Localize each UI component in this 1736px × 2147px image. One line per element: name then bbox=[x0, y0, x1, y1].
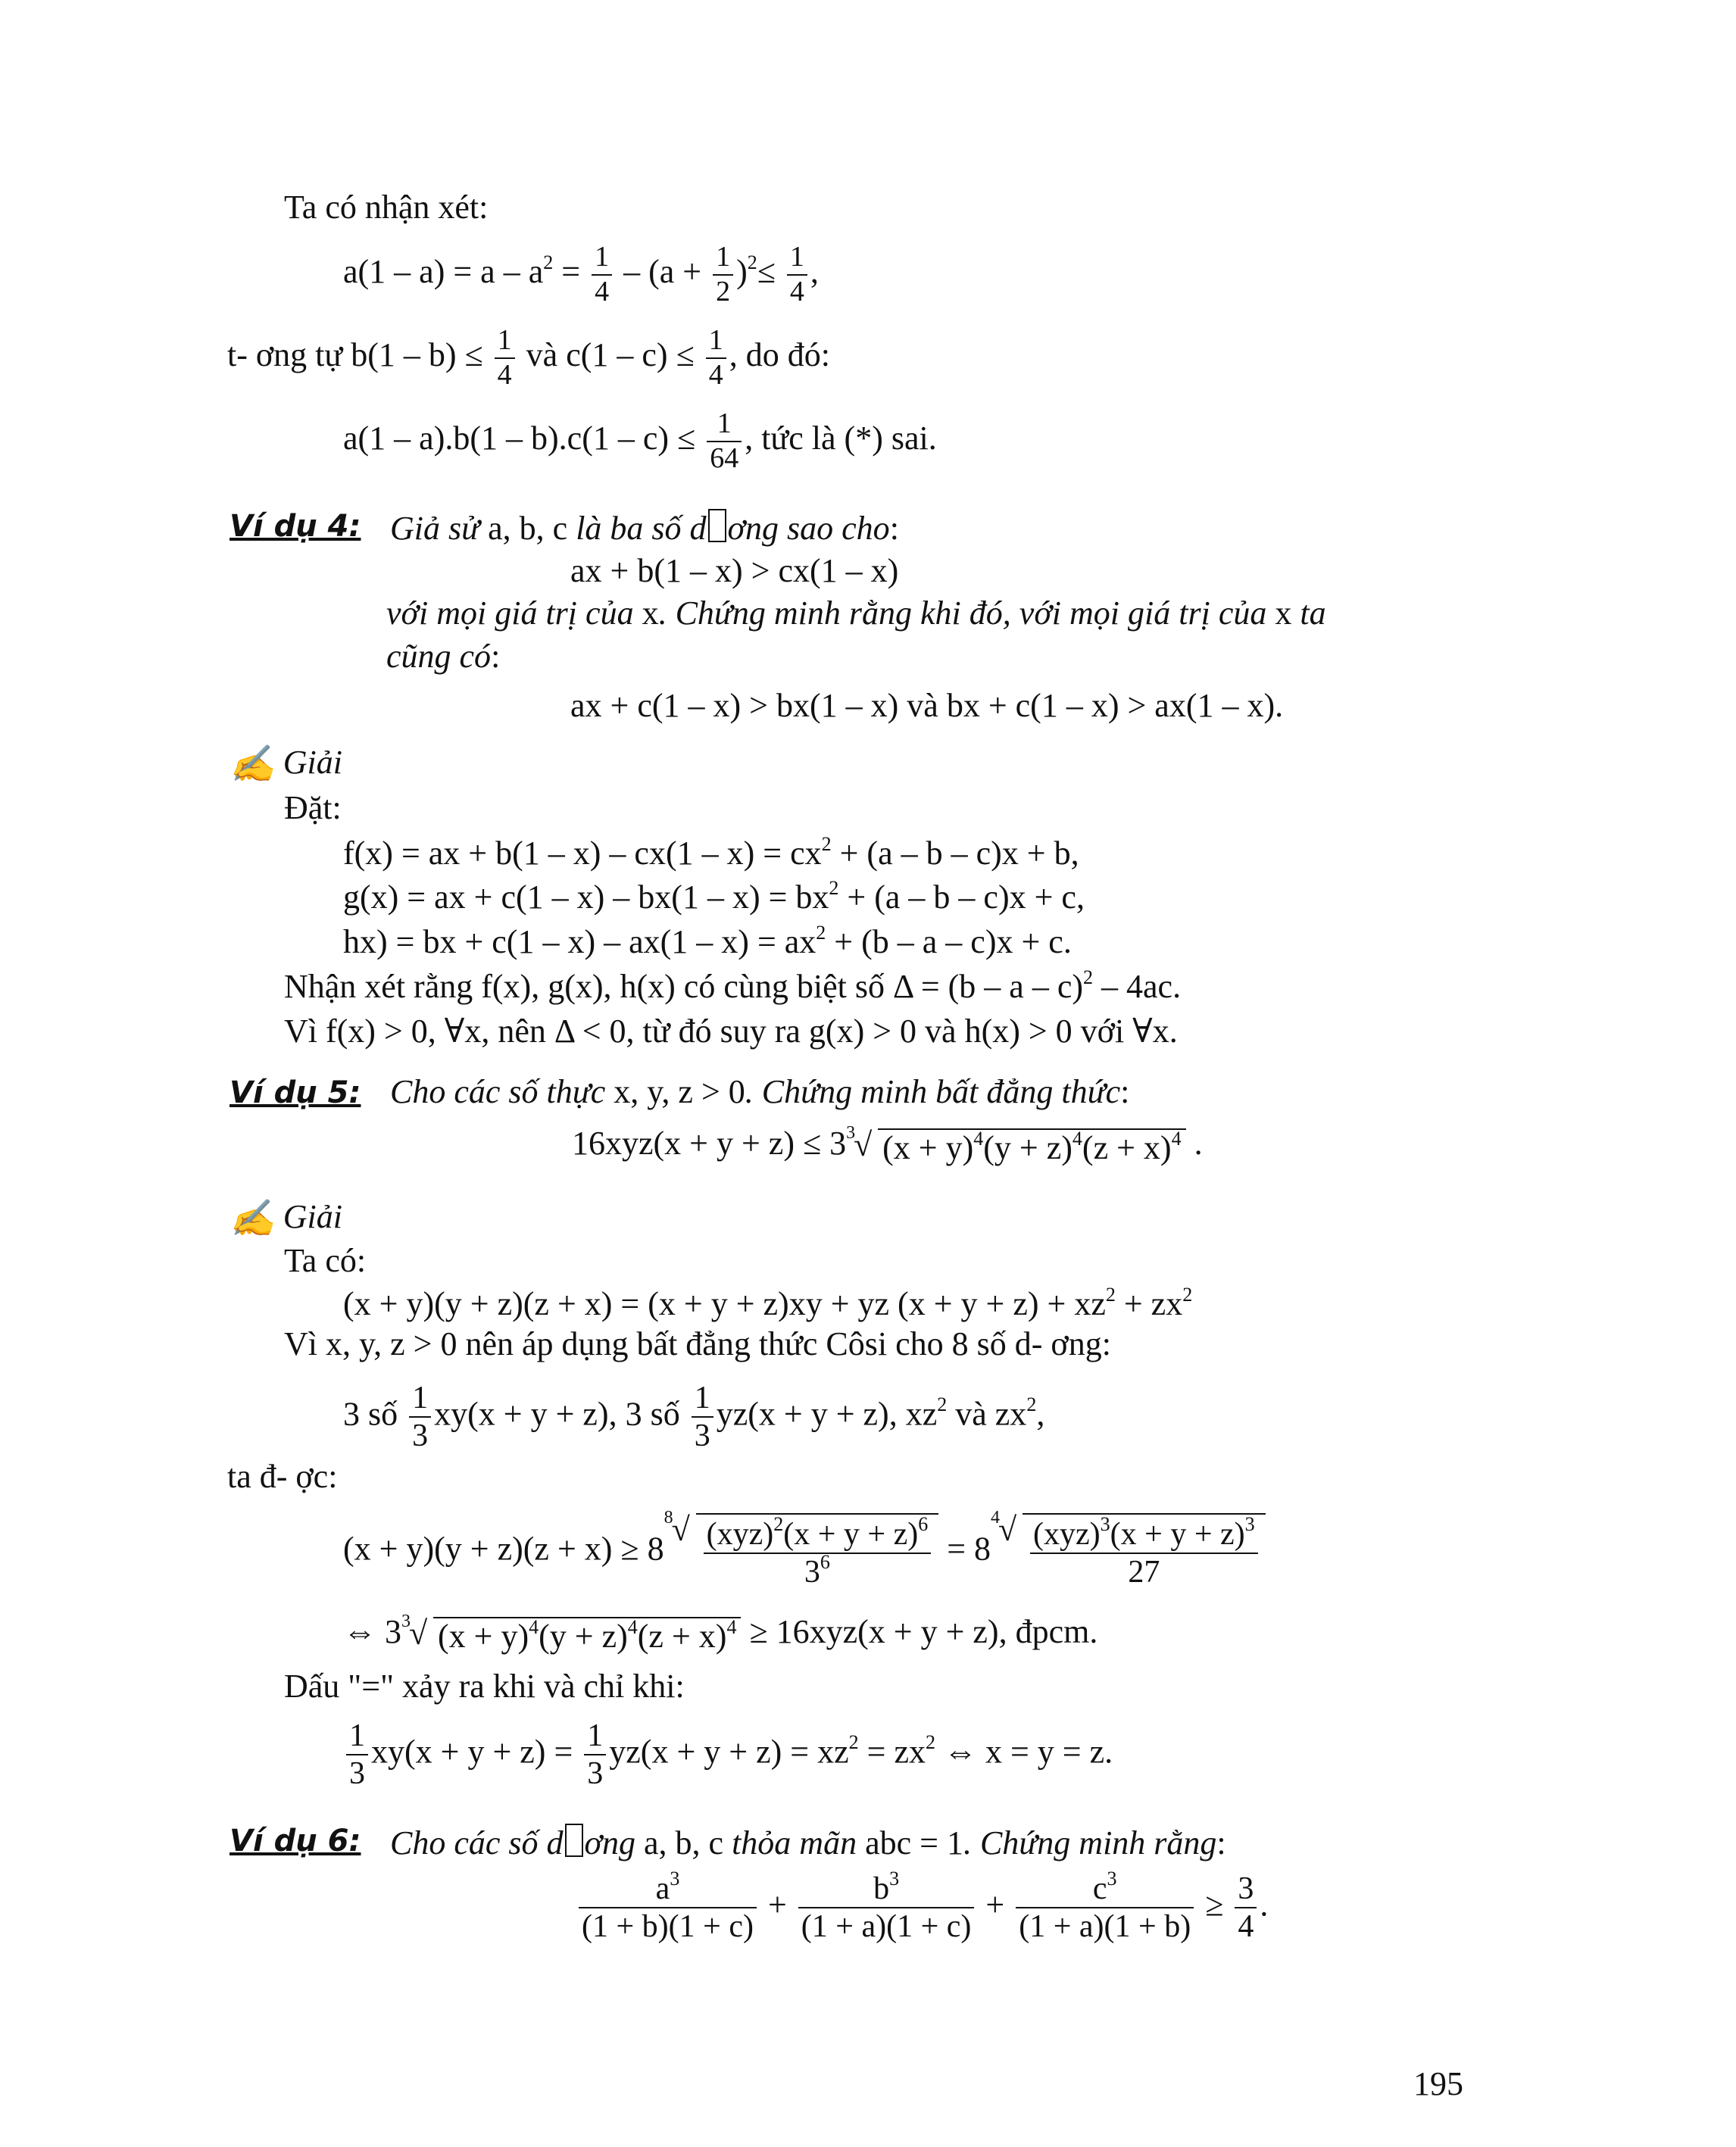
exponent: 2 bbox=[1182, 1284, 1193, 1306]
denominator: 3 bbox=[694, 1418, 710, 1454]
denominator: 3 bbox=[412, 1418, 429, 1454]
equation-line bbox=[343, 1508, 1266, 1591]
text: (z + x) bbox=[637, 1617, 727, 1655]
exponent: 3 bbox=[1107, 1868, 1117, 1890]
text: . Chứng minh rằng bbox=[963, 1824, 1217, 1861]
denominator bbox=[704, 1551, 932, 1590]
text: , bbox=[1036, 1395, 1045, 1433]
exponent: 2 bbox=[848, 1731, 859, 1754]
denominator: 2 bbox=[716, 275, 731, 307]
text: Ví dụ 6: bbox=[229, 1824, 361, 1858]
text: (x + y) bbox=[438, 1617, 529, 1655]
exponent: 2 bbox=[747, 251, 757, 273]
text: 3 bbox=[804, 1555, 820, 1590]
text-line bbox=[386, 594, 1326, 632]
text: (x + y + z) bbox=[1110, 1517, 1245, 1552]
numerator: 1 bbox=[713, 241, 733, 276]
text: (xyz) bbox=[706, 1517, 774, 1552]
text: Vì f(x) > 0, ∀x, nên Δ < 0, từ đó suy ra g(x) > 0 và h(x) > 0 với ∀x. bbox=[284, 1013, 1178, 1050]
numerator: 1 bbox=[706, 324, 726, 359]
text: x, y, z > 0 bbox=[614, 1073, 745, 1110]
text: x bbox=[642, 594, 659, 632]
exponent: 2 bbox=[543, 251, 554, 273]
cube-root bbox=[401, 1611, 741, 1655]
text: + zx bbox=[1115, 1285, 1183, 1322]
text: hx) = bx + c(1 – x) – ax(1 – x) = ax bbox=[343, 923, 816, 960]
equation-line bbox=[343, 1718, 1113, 1793]
text: a, b, c bbox=[644, 1824, 724, 1861]
numerator: 1 bbox=[409, 1380, 431, 1418]
text: là ba số d bbox=[567, 510, 707, 547]
text: + bbox=[985, 1886, 1005, 1924]
text: , 3 số bbox=[608, 1395, 688, 1433]
exponent: 3 bbox=[670, 1868, 680, 1890]
denominator: 3 bbox=[587, 1756, 604, 1792]
root-index: 4 bbox=[991, 1508, 1001, 1528]
cube-root bbox=[846, 1122, 1185, 1166]
text-line bbox=[227, 1460, 337, 1493]
fraction bbox=[495, 324, 515, 392]
text: , do đó: bbox=[729, 335, 830, 373]
example-heading bbox=[229, 1075, 361, 1109]
numerator: 1 bbox=[787, 241, 807, 276]
fraction bbox=[1235, 1871, 1257, 1946]
fraction bbox=[592, 241, 612, 308]
text: yz(x + y + z) = xz bbox=[609, 1733, 849, 1771]
text: , tức là (*) sai. bbox=[745, 419, 937, 457]
numerator: 1 bbox=[592, 241, 612, 276]
exponent: 2 bbox=[829, 877, 839, 899]
text: + (a – b – c)x + c, bbox=[838, 878, 1085, 916]
text-line bbox=[284, 966, 1182, 1005]
text: thỏa mãn bbox=[723, 1824, 866, 1861]
equation-line bbox=[343, 241, 819, 308]
text: ơng sao cho bbox=[727, 510, 890, 547]
root-index: 8 bbox=[663, 1508, 673, 1528]
text: Giả sử bbox=[390, 510, 489, 547]
text: ≥ bbox=[1205, 1886, 1224, 1924]
radical-icon: √ bbox=[671, 1511, 690, 1548]
text: – (a + bbox=[623, 252, 710, 290]
exponent: 2 bbox=[925, 1731, 935, 1754]
radicand bbox=[1023, 1513, 1266, 1591]
exponent: 4 bbox=[627, 1615, 638, 1638]
text: ⇔ x = y = z. bbox=[935, 1733, 1113, 1771]
text-line bbox=[284, 1325, 1111, 1362]
text: c bbox=[1092, 1871, 1107, 1906]
missing-glyph-icon bbox=[565, 1824, 583, 1857]
writing-hand-icon: ✍ bbox=[229, 744, 275, 785]
equation-line bbox=[576, 1868, 1269, 1946]
denominator: (1 + b)(1 + c) bbox=[582, 1909, 754, 1945]
text: (x + y) bbox=[882, 1128, 974, 1166]
text: (x + y)(y + z)(z + x) = (x + y + z)xy + yz (x + y + z) + xz bbox=[343, 1285, 1106, 1322]
text: ax + b(1 – x) > cx(1 – x) bbox=[570, 552, 899, 589]
text: t- ơng tự b(1 – b) ≤ bbox=[227, 335, 492, 373]
numerator: 1 bbox=[692, 1380, 713, 1418]
numerator: 1 bbox=[495, 324, 515, 359]
equation-line bbox=[343, 833, 1079, 872]
text: (y + z) bbox=[983, 1128, 1073, 1166]
text-line bbox=[284, 191, 488, 224]
fraction bbox=[713, 241, 733, 308]
denominator: 4 bbox=[595, 275, 610, 307]
text: (y + z) bbox=[539, 1617, 628, 1655]
fraction bbox=[579, 1868, 757, 1946]
denominator: 3 bbox=[349, 1756, 365, 1792]
exponent: 2 bbox=[1105, 1284, 1116, 1306]
radical-icon: √ bbox=[854, 1125, 873, 1163]
text: , bbox=[810, 252, 819, 290]
equation-line bbox=[343, 1380, 1044, 1455]
text-line bbox=[390, 1824, 1226, 1860]
numerator: 1 bbox=[584, 1718, 606, 1755]
root-index: 3 bbox=[846, 1122, 856, 1143]
text-line bbox=[390, 1075, 1129, 1109]
text: yz(x + y + z) bbox=[716, 1395, 889, 1433]
text: 3 số bbox=[343, 1395, 407, 1433]
denominator: 4 bbox=[1238, 1909, 1254, 1945]
equation-line bbox=[343, 922, 1072, 960]
denominator: 4 bbox=[708, 358, 723, 391]
denominator: 4 bbox=[497, 358, 512, 391]
radicand bbox=[433, 1617, 741, 1653]
text: a(1 – a) = a – a bbox=[343, 252, 544, 290]
numerator bbox=[1030, 1513, 1258, 1554]
equation-line bbox=[572, 1122, 1203, 1166]
text: a(1 – a).b(1 – b).c(1 – c) ≤ bbox=[343, 419, 704, 457]
text: : bbox=[1120, 1073, 1130, 1110]
denominator: 27 bbox=[1128, 1555, 1160, 1590]
text: – 4ac. bbox=[1093, 968, 1182, 1005]
exponent: 4 bbox=[1171, 1127, 1182, 1150]
text: + bbox=[767, 1886, 787, 1924]
fraction bbox=[346, 1718, 368, 1793]
text-line bbox=[284, 791, 342, 825]
fraction bbox=[707, 407, 742, 475]
text: ta đ- ợc: bbox=[227, 1458, 338, 1495]
radicand bbox=[878, 1128, 1185, 1165]
radical-icon: √ bbox=[998, 1511, 1017, 1548]
exponent: 3 bbox=[1244, 1513, 1255, 1535]
solution-heading bbox=[229, 746, 342, 783]
denominator: 4 bbox=[789, 275, 804, 307]
numerator bbox=[798, 1868, 975, 1908]
text: xy(x + y + z) bbox=[434, 1395, 609, 1433]
text: ⇔ 3 bbox=[343, 1613, 401, 1650]
equation-line bbox=[343, 1611, 1098, 1655]
equation-line bbox=[227, 324, 830, 392]
fraction bbox=[704, 1513, 932, 1591]
text: ta bbox=[1291, 594, 1326, 632]
text-line bbox=[284, 1015, 1178, 1048]
text: Ta có: bbox=[284, 1242, 367, 1279]
text: = zx bbox=[858, 1733, 926, 1771]
exponent: 2 bbox=[937, 1393, 948, 1416]
text: với mọi giá trị của bbox=[386, 594, 642, 632]
text: + (a – b – c)x + b, bbox=[831, 835, 1079, 872]
text: ) bbox=[736, 252, 748, 290]
text: : bbox=[889, 510, 899, 547]
numerator bbox=[1016, 1868, 1194, 1908]
text: xy(x + y + z) = bbox=[371, 1733, 582, 1771]
fraction bbox=[1030, 1513, 1258, 1591]
fraction bbox=[798, 1868, 975, 1946]
equation-line bbox=[343, 407, 937, 475]
fraction bbox=[1016, 1868, 1194, 1946]
fourth-root bbox=[991, 1508, 1266, 1591]
radicand bbox=[696, 1513, 939, 1591]
text-line bbox=[390, 509, 899, 545]
text: . bbox=[1185, 1125, 1203, 1162]
text: (xyz) bbox=[1033, 1517, 1101, 1552]
numerator bbox=[704, 1513, 932, 1554]
exponent: 3 bbox=[1100, 1513, 1110, 1535]
fraction bbox=[409, 1380, 431, 1455]
exponent: 3 bbox=[889, 1868, 900, 1890]
text: Giải bbox=[283, 744, 342, 781]
text: g(x) = ax + c(1 – x) – bx(1 – x) = bx bbox=[343, 878, 829, 916]
text: abc = 1 bbox=[865, 1824, 963, 1861]
text: Giải bbox=[283, 1198, 342, 1235]
fraction bbox=[584, 1718, 606, 1793]
exponent: 6 bbox=[820, 1551, 830, 1574]
text: Cho các số thực bbox=[390, 1073, 614, 1110]
text: Đặt: bbox=[284, 789, 342, 826]
text: 16xyz(x + y + z) ≤ 3 bbox=[572, 1125, 847, 1162]
text: = 8 bbox=[938, 1530, 991, 1568]
text: ơng bbox=[584, 1824, 645, 1861]
text: (x + y)(y + z)(z + x) ≥ 8 bbox=[343, 1530, 664, 1568]
text-line bbox=[284, 1244, 366, 1278]
text-line bbox=[386, 640, 500, 673]
exponent: 4 bbox=[529, 1615, 539, 1638]
solution-heading bbox=[229, 1200, 342, 1237]
text: = bbox=[553, 252, 589, 290]
exponent: 4 bbox=[1072, 1127, 1082, 1150]
equation-line bbox=[343, 877, 1085, 916]
fraction bbox=[787, 241, 807, 308]
text: : bbox=[491, 638, 501, 675]
text: và c(1 – c) ≤ bbox=[526, 335, 703, 373]
exponent: 4 bbox=[973, 1127, 984, 1150]
fraction bbox=[692, 1380, 713, 1455]
text: ≤ bbox=[757, 252, 784, 290]
exponent: 2 bbox=[1026, 1393, 1037, 1416]
text: Nhận xét rằng f(x), g(x), h(x) có cùng biệt số Δ = (b – a – c) bbox=[284, 968, 1084, 1005]
exponent: 2 bbox=[773, 1513, 784, 1535]
numerator: 3 bbox=[1235, 1871, 1257, 1908]
text: x bbox=[1275, 594, 1292, 632]
writing-hand-icon: ✍ bbox=[229, 1199, 275, 1239]
radical-icon: √ bbox=[409, 1614, 428, 1652]
text: (x + y + z) bbox=[783, 1517, 919, 1552]
numerator: 1 bbox=[707, 407, 742, 442]
text: . Chứng minh rằng khi đó, với mọi giá trị của bbox=[658, 594, 1275, 632]
exponent: 2 bbox=[1083, 966, 1094, 988]
text-line bbox=[284, 1670, 685, 1703]
text: . bbox=[1260, 1886, 1269, 1924]
root-index: 3 bbox=[401, 1611, 411, 1631]
text: Vì x, y, z > 0 nên áp dụng bất đẳng thức Côsi cho 8 số d- ơng: bbox=[284, 1325, 1111, 1362]
page-number: 195 bbox=[1413, 2065, 1463, 2102]
text: b bbox=[873, 1871, 890, 1906]
text: ≥ 16xyz(x + y + z), đpcm. bbox=[741, 1613, 1098, 1650]
denominator: 64 bbox=[710, 442, 739, 474]
text: ax + c(1 – x) > bx(1 – x) và bx + c(1 – x) > ax(1 – x). bbox=[570, 687, 1284, 724]
example-heading bbox=[229, 509, 361, 542]
exponent: 2 bbox=[816, 922, 826, 944]
text: Cho các số d bbox=[390, 1824, 564, 1861]
text: Ví dụ 5: bbox=[229, 1075, 361, 1110]
text: cũng có bbox=[386, 638, 492, 675]
text: f(x) = ax + b(1 – x) – cx(1 – x) = cx bbox=[343, 835, 822, 872]
denominator: (1 + a)(1 + c) bbox=[801, 1909, 972, 1945]
text: + (b – a – c)x + c. bbox=[826, 923, 1072, 960]
exponent: 4 bbox=[726, 1615, 737, 1638]
text: Ví dụ 4: bbox=[229, 509, 361, 544]
text: và zx bbox=[947, 1395, 1027, 1433]
text: (z + x) bbox=[1082, 1128, 1172, 1166]
equation-line bbox=[343, 1284, 1193, 1322]
equation-line bbox=[570, 689, 1283, 722]
equation-line bbox=[570, 554, 898, 588]
example-heading bbox=[229, 1824, 361, 1857]
fraction bbox=[706, 324, 726, 392]
text: Dấu "=" xảy ra khi và chỉ khi: bbox=[284, 1668, 685, 1705]
eighth-root bbox=[663, 1508, 939, 1591]
exponent: 6 bbox=[918, 1513, 929, 1535]
text: : bbox=[1216, 1824, 1226, 1861]
text: , xz bbox=[888, 1395, 938, 1433]
denominator: (1 + a)(1 + b) bbox=[1019, 1909, 1191, 1945]
numerator bbox=[579, 1868, 757, 1908]
missing-glyph-icon bbox=[708, 509, 726, 542]
text: a, b, c bbox=[488, 510, 568, 547]
text: a bbox=[655, 1871, 670, 1906]
numerator: 1 bbox=[346, 1718, 368, 1755]
text: Ta có nhận xét: bbox=[284, 189, 489, 226]
exponent: 2 bbox=[821, 833, 832, 855]
text: . Chứng minh bất đẳng thức bbox=[745, 1073, 1121, 1110]
